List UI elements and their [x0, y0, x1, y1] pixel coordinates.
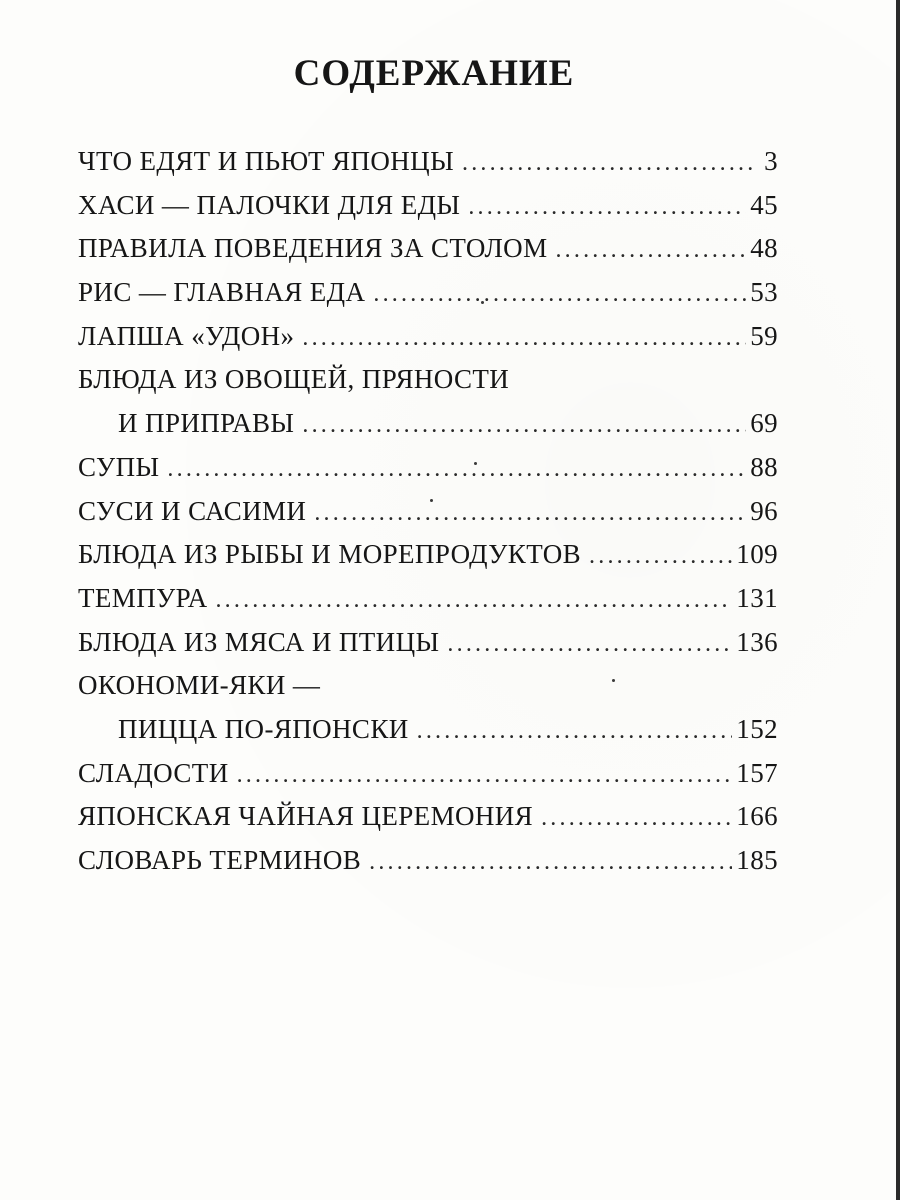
toc-entry-title: ТЕМПУРА: [78, 582, 208, 613]
dot-leader: [555, 229, 746, 273]
toc-entry-page: 88: [750, 451, 778, 482]
toc-entry-title-line1: ОКОНОМИ-ЯКИ —: [78, 670, 321, 701]
dot-leader: [314, 492, 746, 536]
dot-leader: [167, 448, 746, 492]
dot-leader: [215, 579, 732, 623]
toc-entry: [78, 752, 778, 796]
toc-entry-title-line1: БЛЮДА ИЗ ОВОЩЕЙ, ПРЯНОСТИ: [78, 364, 510, 395]
toc-entry: [78, 315, 778, 359]
toc-entry-page: 45: [750, 189, 778, 220]
dot-leader: [369, 841, 732, 885]
toc-entry: [78, 490, 778, 534]
toc-entry: [78, 621, 778, 665]
toc-entry-title: ЯПОНСКАЯ ЧАЙНАЯ ЦЕРЕМОНИЯ: [78, 801, 534, 832]
toc-entry: [78, 271, 778, 315]
toc-entry-page: 48: [750, 233, 778, 264]
toc-entry-title-line2: И ПРИПРАВЫ: [118, 408, 295, 439]
toc-entry-page: 185: [736, 845, 778, 875]
page-title: СОДЕРЖАНИЕ: [293, 53, 575, 94]
toc-entry-page: 131: [736, 582, 778, 613]
dot-leader: [541, 797, 732, 841]
toc-entry-page: 3: [764, 146, 778, 176]
toc-entry: [78, 358, 778, 445]
toc-entry-page: 53: [750, 277, 778, 308]
dot-leader: [237, 754, 733, 798]
toc-entry-title: ХАСИ — ПАЛОЧКИ ДЛЯ ЕДЫ: [78, 189, 461, 220]
toc-entry: [78, 664, 778, 751]
table-of-contents: [78, 140, 778, 883]
toc-entry-title: РИС — ГЛАВНАЯ ЕДА: [78, 277, 366, 308]
dot-leader: [373, 273, 746, 317]
print-speck: [430, 499, 433, 502]
dot-leader: [462, 142, 756, 186]
toc-entry-title-line2: ПИЦЦА ПО-ЯПОНСКИ: [118, 713, 409, 744]
toc-entry-title: СЛАДОСТИ: [78, 757, 229, 788]
toc-entry-page: 69: [750, 408, 778, 439]
toc-entry-title: СУСИ И САСИМИ: [78, 495, 307, 526]
toc-entry-page: 166: [736, 801, 778, 832]
toc-entry-title: СУПЫ: [78, 451, 160, 482]
dot-leader: [447, 623, 732, 667]
toc-entry-title: ЛАПША «УДОН»: [78, 320, 295, 351]
toc-entry-page: 59: [750, 320, 778, 351]
dot-leader: [302, 404, 746, 448]
toc-entry-title: БЛЮДА ИЗ МЯСА И ПТИЦЫ: [78, 626, 440, 657]
dot-leader: [417, 710, 733, 754]
dot-leader: [468, 186, 746, 230]
toc-entry-page: 157: [736, 757, 778, 788]
print-speck: [612, 679, 615, 682]
toc-entry-page: 152: [736, 713, 778, 744]
dot-leader: [589, 535, 732, 579]
print-speck: [474, 462, 477, 465]
toc-entry-title: ЧТО ЕДЯТ И ПЬЮТ ЯПОНЦЫ: [78, 146, 455, 176]
dot-leader: [302, 317, 746, 361]
toc-entry-page: 96: [750, 495, 778, 526]
toc-entry: [78, 446, 778, 490]
toc-entry: [78, 533, 778, 577]
toc-entry: [78, 227, 778, 271]
toc-entry-title: ПРАВИЛА ПОВЕДЕНИЯ ЗА СТОЛОМ: [78, 233, 548, 264]
toc-entry-title: БЛЮДА ИЗ РЫБЫ И МОРЕПРОДУКТОВ: [78, 539, 582, 570]
toc-entry: [78, 839, 778, 883]
toc-entry: [78, 795, 778, 839]
toc-entry-title: СЛОВАРЬ ТЕРМИНОВ: [78, 845, 362, 875]
toc-entry: [78, 140, 778, 184]
print-speck: [481, 301, 484, 304]
toc-entry: [78, 577, 778, 621]
page-edge: [896, 0, 900, 1200]
toc-entry-page: 136: [736, 626, 778, 657]
toc-entry-page: 109: [736, 539, 778, 570]
toc-entry: [78, 184, 778, 228]
